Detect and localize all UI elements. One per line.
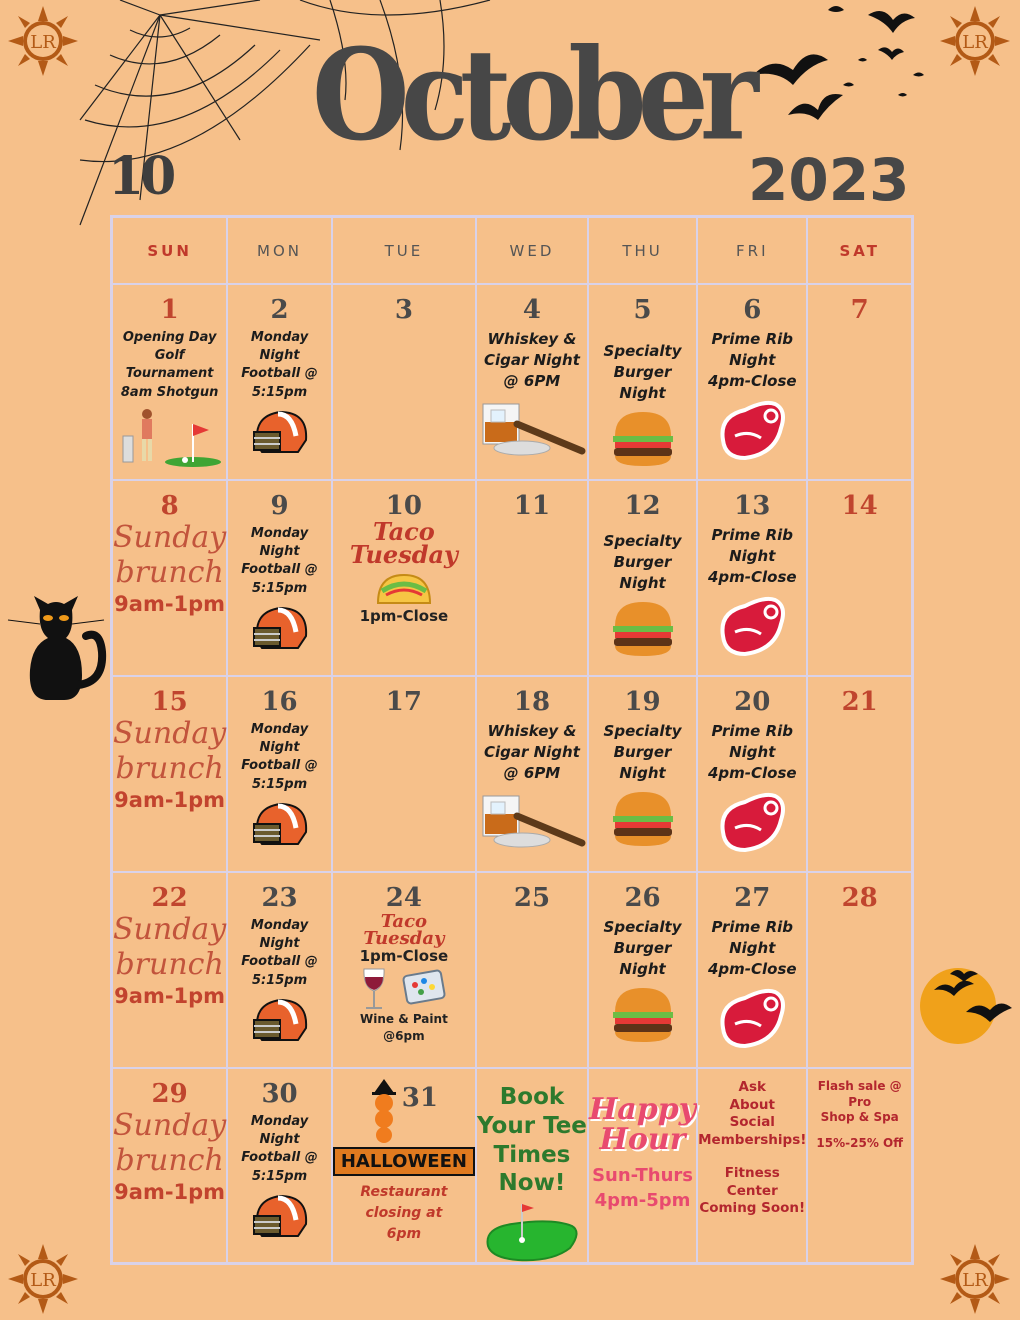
moon-bats-icon	[916, 960, 1012, 1050]
burger-icon	[609, 598, 677, 658]
day-number: 25	[513, 883, 551, 913]
day-cell	[807, 480, 912, 676]
burger-icon	[609, 408, 677, 468]
day-number: 22	[151, 883, 188, 913]
day-number: 29	[151, 1079, 188, 1109]
resort-logo	[8, 6, 78, 76]
weekday-sat: SAT	[807, 217, 912, 284]
day-cell	[227, 676, 332, 872]
putting-green-icon	[482, 1202, 582, 1264]
halloween-label: HALLOWEEN	[333, 1147, 475, 1176]
memberships-cell	[697, 1068, 807, 1263]
book-tee-cell	[476, 1068, 588, 1263]
day-cell	[112, 872, 227, 1068]
svg-text:LR: LR	[962, 32, 988, 53]
day-cell	[332, 872, 476, 1068]
day-number: 12	[624, 491, 661, 521]
day-number: 26	[624, 883, 661, 913]
brunch-time: 9am-1pm	[114, 984, 226, 1008]
day-number: 3	[394, 295, 413, 325]
event-text: Whiskey & Cigar Night @ 6PM	[483, 330, 580, 390]
event-text: Prime Rib Night 4pm-Close	[707, 330, 797, 390]
day-cell	[588, 480, 697, 676]
day-number: 15	[151, 687, 188, 717]
day-cell	[227, 1068, 332, 1263]
event-text: Specialty Burger Night	[603, 342, 682, 402]
day-cell	[112, 284, 227, 480]
flash-sale-percent: 15%-25% Off	[816, 1135, 903, 1150]
event-text: Monday Night Football @ 5:15pm	[241, 526, 318, 596]
paint-palette-icon	[401, 967, 447, 1007]
day-number: 8	[160, 491, 179, 521]
day-number: 10	[385, 491, 422, 521]
football-helmet-icon	[248, 602, 312, 654]
day-number: 18	[513, 687, 551, 717]
happy-hour-time: Sun-Thurs 4pm-5pm	[592, 1165, 693, 1212]
day-number: 27	[734, 883, 771, 913]
day-number: 1	[160, 295, 179, 325]
fitness-center-text: Fitness Center Coming Soon!	[699, 1165, 806, 1217]
ask-memberships: Ask About Social Memberships!	[698, 1079, 807, 1148]
happy-hour-cell	[588, 1068, 697, 1263]
svg-text:LR: LR	[30, 1270, 56, 1291]
svg-text:LR: LR	[30, 32, 56, 53]
event-text: Prime Rib Night 4pm-Close	[707, 722, 797, 782]
flash-sale-text: Flash sale @ Pro Shop & Spa	[817, 1079, 902, 1125]
resort-logo	[8, 1244, 78, 1314]
day-number: 17	[385, 687, 422, 717]
steak-icon	[715, 396, 789, 466]
football-helmet-icon	[248, 798, 312, 850]
flash-sale-cell	[807, 1068, 912, 1263]
whiskey-cigar-icon	[477, 788, 587, 850]
day-number: 2	[270, 295, 289, 325]
brunch-script: Sunday brunch	[113, 1108, 227, 1178]
taco-icon	[374, 571, 434, 607]
day-cell	[332, 284, 476, 480]
steak-icon	[715, 984, 789, 1054]
day-number: 7	[850, 295, 869, 325]
day-number: 11	[513, 491, 551, 521]
day-number: 14	[841, 491, 878, 521]
day-number: 21	[841, 687, 878, 717]
day-number: 23	[261, 883, 298, 913]
wine-paint-text: Wine & Paint @6pm	[359, 1012, 448, 1043]
day-number: 5	[633, 295, 652, 325]
day-cell	[697, 284, 807, 480]
event-text: Specialty Burger Night	[603, 532, 682, 592]
day-cell	[588, 284, 697, 480]
calendar-grid	[110, 215, 914, 1265]
event-text: Whiskey & Cigar Night @ 6PM	[483, 722, 580, 782]
day-number: 30	[261, 1079, 298, 1109]
brunch-script: Sunday brunch	[113, 520, 227, 590]
brunch-time: 9am-1pm	[114, 592, 226, 616]
event-text: Specialty Burger Night	[603, 918, 682, 978]
resort-logo	[940, 1244, 1010, 1314]
weekday-sun: SUN	[112, 217, 227, 284]
day-cell	[112, 676, 227, 872]
day-number: 13	[734, 491, 771, 521]
day-number: 9	[270, 491, 289, 521]
day-cell	[476, 284, 588, 480]
event-text: Monday Night Football @ 5:15pm	[241, 918, 318, 988]
day-cell	[588, 872, 697, 1068]
weekday-fri: FRI	[697, 217, 807, 284]
month-number: 10	[108, 146, 173, 207]
steak-icon	[715, 592, 789, 662]
day-cell	[227, 872, 332, 1068]
day-cell	[112, 1068, 227, 1263]
weekday-thu: THU	[588, 217, 697, 284]
black-cat-icon	[8, 590, 108, 705]
day-cell	[112, 480, 227, 676]
day-cell	[807, 284, 912, 480]
taco-time: 1pm-Close	[359, 606, 449, 625]
weekday-tue: TUE	[332, 217, 476, 284]
event-text: Monday Night Football @ 5:15pm	[241, 330, 318, 400]
brunch-time: 9am-1pm	[114, 788, 226, 812]
day-number: 16	[261, 687, 298, 717]
golfer-icon	[115, 406, 225, 468]
day-number: 19	[624, 687, 661, 717]
happy-hour-title: Happy Hour	[588, 1092, 697, 1157]
brunch-script: Sunday brunch	[113, 716, 227, 786]
football-helmet-icon	[248, 994, 312, 1046]
day-cell	[332, 1068, 476, 1263]
football-helmet-icon	[248, 1190, 312, 1242]
day-cell	[807, 872, 912, 1068]
steak-icon	[715, 788, 789, 858]
day-cell	[476, 872, 588, 1068]
restaurant-closing: Restaurant closing at 6pm	[360, 1184, 448, 1242]
taco-time: 1pm-Close	[359, 947, 449, 966]
resort-logo	[940, 6, 1010, 76]
day-cell	[227, 284, 332, 480]
day-cell	[697, 676, 807, 872]
brunch-time: 9am-1pm	[114, 1180, 226, 1204]
event-text: Monday Night Football @ 5:15pm	[241, 1114, 318, 1184]
bats-icon	[748, 0, 948, 140]
svg-text:LR: LR	[962, 1270, 988, 1291]
day-cell	[697, 872, 807, 1068]
weekday-mon: MON	[227, 217, 332, 284]
burger-icon	[609, 788, 677, 848]
pumpkin-icon	[370, 1079, 398, 1143]
day-cell	[332, 676, 476, 872]
event-text: Opening Day Golf Tournament 8am Shotgun	[120, 330, 219, 400]
weekday-wed: WED	[476, 217, 588, 284]
event-text: Specialty Burger Night	[603, 722, 682, 782]
day-cell	[588, 676, 697, 872]
year-label: 2023	[748, 146, 910, 214]
day-cell	[476, 480, 588, 676]
day-number: 4	[522, 295, 541, 325]
day-cell	[227, 480, 332, 676]
day-number: 31	[401, 1083, 438, 1113]
event-text: Monday Night Football @ 5:15pm	[241, 722, 318, 792]
taco-tuesday-text: Taco Tuesday	[349, 517, 458, 569]
taco-tuesday-text: Taco Tuesday	[363, 911, 445, 950]
day-number: 24	[385, 883, 422, 913]
day-number: 6	[743, 295, 762, 325]
day-number: 20	[734, 687, 771, 717]
burger-icon	[609, 984, 677, 1044]
event-text: Prime Rib Night 4pm-Close	[707, 526, 797, 586]
event-text: Prime Rib Night 4pm-Close	[707, 918, 797, 978]
month-title: October	[312, 22, 750, 169]
football-helmet-icon	[248, 406, 312, 458]
day-number: 28	[841, 883, 878, 913]
whiskey-cigar-icon	[477, 396, 587, 458]
book-tee-times: Book Your Tee Times Now!	[477, 1084, 587, 1197]
day-cell	[697, 480, 807, 676]
wine-glass-icon	[361, 967, 387, 1011]
day-cell	[807, 676, 912, 872]
brunch-script: Sunday brunch	[113, 912, 227, 982]
day-cell	[476, 676, 588, 872]
day-cell	[332, 480, 476, 676]
